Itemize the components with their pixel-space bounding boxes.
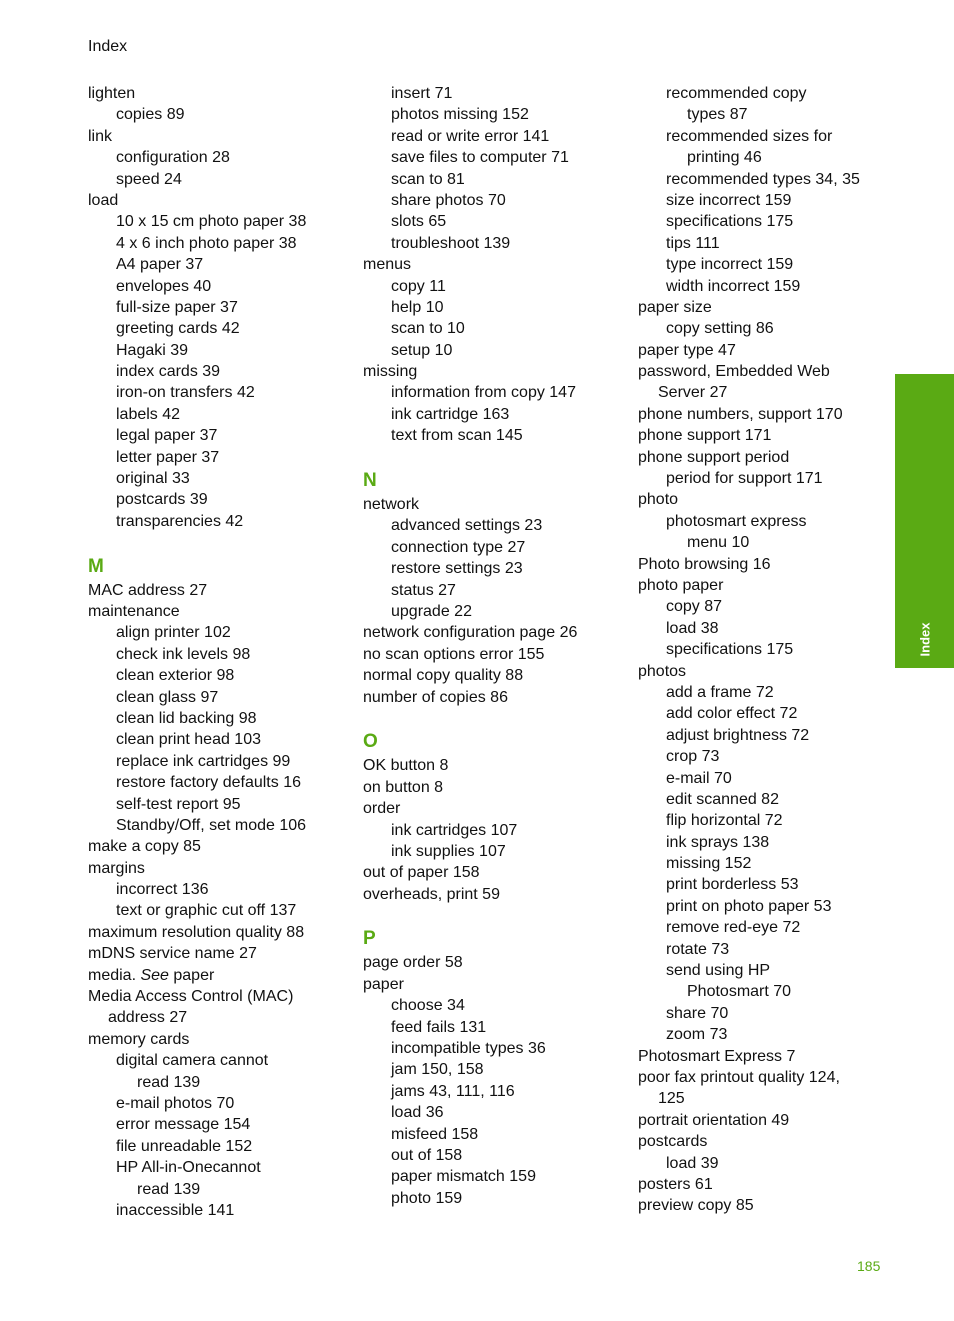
index-entry: paper type 47 xyxy=(638,341,736,359)
index-subentry: restore settings 23 xyxy=(391,560,523,578)
index-entry: missing xyxy=(363,363,418,381)
index-subentry: A4 paper 37 xyxy=(116,256,204,274)
index-subentry: ink sprays 138 xyxy=(666,833,770,851)
index-subentry: help 10 xyxy=(391,298,444,316)
index-subentry: adjust brightness 72 xyxy=(666,726,810,744)
index-subentry: greeting cards 42 xyxy=(116,320,240,338)
index-subentry: copy 87 xyxy=(666,598,723,616)
index-subentry: clean lid backing 98 xyxy=(116,709,257,727)
index-entry: number of copies 86 xyxy=(363,688,508,706)
index-subentry: add color effect 72 xyxy=(666,705,798,723)
index-subentry: read or write error 141 xyxy=(391,127,550,145)
index-entry: photo xyxy=(638,491,679,509)
index-entry: Photosmart Express 7 xyxy=(638,1047,796,1065)
index-entry: phone numbers, support 170 xyxy=(638,405,843,423)
index-subentry: flip horizontal 72 xyxy=(666,812,783,830)
index-subentry: incorrect 136 xyxy=(116,881,209,899)
index-subentry: read 139 xyxy=(137,1180,201,1198)
index-subentry: send using HP xyxy=(666,962,771,980)
index-subentry: check ink levels 98 xyxy=(116,645,251,663)
index-subentry: zoom 73 xyxy=(666,1026,728,1044)
index-subentry: 4 x 6 inch photo paper 38 xyxy=(116,234,297,252)
index-entry: memory cards xyxy=(88,1030,190,1048)
index-subentry: Server 27 xyxy=(658,384,728,402)
index-subentry: original 33 xyxy=(116,470,190,488)
index-subentry: print borderless 53 xyxy=(666,876,799,894)
index-subentry: 125 xyxy=(658,1090,685,1108)
index-subentry: speed 24 xyxy=(116,170,182,188)
index-subentry: incompatible types 36 xyxy=(391,1040,546,1058)
index-subentry: feed fails 131 xyxy=(391,1018,487,1036)
index-entry: photo paper xyxy=(638,576,724,594)
index-entry: load xyxy=(88,191,119,209)
section-side-tab xyxy=(895,374,954,668)
index-subentry: full-size paper 37 xyxy=(116,298,238,316)
index-subentry: load 39 xyxy=(666,1154,719,1172)
index-subentry: digital camera cannot xyxy=(116,1052,269,1070)
index-subentry: scan to 10 xyxy=(391,320,465,338)
index-subentry: postcards 39 xyxy=(116,491,208,509)
index-entry: out of paper 158 xyxy=(363,864,480,882)
index-subentry: 10 x 15 cm photo paper 38 xyxy=(116,213,307,231)
index-column-3 xyxy=(638,83,860,1217)
index-entry: paper xyxy=(363,975,404,993)
index-subentry: choose 34 xyxy=(391,997,465,1015)
index-entry: on button 8 xyxy=(363,778,444,796)
index-entry: maximum resolution quality 88 xyxy=(88,923,305,941)
index-subentry: e-mail 70 xyxy=(666,769,732,787)
index-subentry: clean exterior 98 xyxy=(116,667,235,685)
index-subentry: types 87 xyxy=(687,106,748,124)
index-subentry: width incorrect 159 xyxy=(666,277,801,295)
index-entry: poor fax printout quality 124, xyxy=(638,1068,840,1086)
index-subentry: scan to 81 xyxy=(391,170,465,188)
index-entry: mDNS service name 27 xyxy=(88,945,257,963)
index-subentry: photo 159 xyxy=(391,1189,463,1207)
index-entry-term: media. xyxy=(88,966,141,984)
index-entry: margins xyxy=(88,859,145,877)
index-subentry: jam 150, 158 xyxy=(391,1061,484,1079)
index-subentry: replace ink cartridges 99 xyxy=(116,752,291,770)
section-letter-heading: M xyxy=(88,555,104,577)
index-entry: Media Access Control (MAC) xyxy=(88,988,294,1006)
index-subentry: jams 43, 111, 116 xyxy=(391,1082,515,1100)
index-subentry: align printer 102 xyxy=(116,624,231,642)
index-entry xyxy=(88,965,306,986)
index-entry: overheads, print 59 xyxy=(363,885,500,903)
index-subentry: specifications 175 xyxy=(666,213,794,231)
index-subentry: information from copy 147 xyxy=(391,384,576,402)
index-subentry: inaccessible 141 xyxy=(116,1201,235,1219)
index-subentry: clean print head 103 xyxy=(116,731,261,749)
index-subentry: recommended types 34, 35 xyxy=(666,170,860,188)
index-subentry: printing 46 xyxy=(687,149,762,167)
index-subentry: file unreadable 152 xyxy=(116,1137,253,1155)
index-subentry: photos missing 152 xyxy=(391,106,529,124)
index-subentry: ink supplies 107 xyxy=(391,842,506,860)
index-subentry: advanced settings 23 xyxy=(391,517,543,535)
index-entry: maintenance xyxy=(88,602,180,620)
running-header: Index xyxy=(88,38,128,55)
index-subentry: period for support 171 xyxy=(666,470,823,488)
index-entry: phone support period xyxy=(638,448,790,466)
index-entry: network configuration page 26 xyxy=(363,624,578,642)
index-subentry: transparencies 42 xyxy=(116,512,244,530)
index-entry: OK button 8 xyxy=(363,757,449,775)
index-entry: Photo browsing 16 xyxy=(638,555,771,573)
index-subentry: setup 10 xyxy=(391,341,453,359)
section-gap xyxy=(363,708,577,729)
index-entry: link xyxy=(88,127,113,145)
index-subentry: share photos 70 xyxy=(391,191,506,209)
index-subentry: clean glass 97 xyxy=(116,688,219,706)
index-subentry: error message 154 xyxy=(116,1116,251,1134)
index-entry: menus xyxy=(363,256,412,274)
index-subentry: misfeed 158 xyxy=(391,1125,479,1143)
index-subentry: Hagaki 39 xyxy=(116,341,189,359)
index-subentry: remove red-eye 72 xyxy=(666,919,801,937)
index-subentry: iron-on transfers 42 xyxy=(116,384,255,402)
index-subentry: e-mail photos 70 xyxy=(116,1094,235,1112)
index-subentry: type incorrect 159 xyxy=(666,256,794,274)
index-subentry: ink cartridges 107 xyxy=(391,821,518,839)
index-subentry: Standby/Off, set mode 106 xyxy=(116,816,307,834)
index-subentry: recommended sizes for xyxy=(666,127,833,145)
index-entry: posters 61 xyxy=(638,1175,713,1193)
index-entry: photos xyxy=(638,662,687,680)
index-subentry: copies 89 xyxy=(116,106,185,124)
section-gap xyxy=(363,905,577,926)
index-subentry: legal paper 37 xyxy=(116,427,218,445)
index-entry: no scan options error 155 xyxy=(363,645,545,663)
index-subentry: text from scan 145 xyxy=(391,427,523,445)
index-subentry: load 38 xyxy=(666,619,719,637)
see-reference: See xyxy=(140,966,169,984)
index-entry: MAC address 27 xyxy=(88,581,208,599)
index-subentry: address 27 xyxy=(108,1009,188,1027)
index-subentry: load 36 xyxy=(391,1104,444,1122)
index-subentry: size incorrect 159 xyxy=(666,191,792,209)
index-subentry: slots 65 xyxy=(391,213,447,231)
index-entry: postcards xyxy=(638,1133,708,1151)
index-subentry: insert 71 xyxy=(391,85,453,102)
index-subentry: ink cartridge 163 xyxy=(391,405,510,423)
index-entry: lighten xyxy=(88,85,136,102)
index-subentry: crop 73 xyxy=(666,748,720,766)
index-subentry: copy 11 xyxy=(391,277,446,295)
index-subentry: missing 152 xyxy=(666,855,752,873)
side-tab-label: Index xyxy=(917,622,932,656)
index-subentry: connection type 27 xyxy=(391,538,526,556)
index-subentry: letter paper 37 xyxy=(116,448,220,466)
index-subentry: recommended copy xyxy=(666,85,807,102)
index-entry: order xyxy=(363,800,401,818)
index-subentry: photosmart express xyxy=(666,512,807,530)
index-subentry: share 70 xyxy=(666,1004,729,1022)
index-entry: password, Embedded Web xyxy=(638,363,830,381)
index-subentry: edit scanned 82 xyxy=(666,790,779,808)
index-subentry: read 139 xyxy=(137,1073,201,1091)
index-entry: paper size xyxy=(638,298,712,316)
index-subentry: save files to computer 71 xyxy=(391,149,569,167)
index-subentry: tips 111 xyxy=(666,234,720,252)
index-subentry: envelopes 40 xyxy=(116,277,212,295)
index-subentry: index cards 39 xyxy=(116,363,221,381)
page-number: 185 xyxy=(857,1258,881,1274)
index-subentry: out of 158 xyxy=(391,1146,463,1164)
index-subentry: status 27 xyxy=(391,581,456,599)
index-subentry: paper mismatch 159 xyxy=(391,1168,536,1186)
index-subentry: specifications 175 xyxy=(666,641,794,659)
section-letter-heading: N xyxy=(363,470,377,492)
index-subentry: self-test report 95 xyxy=(116,795,241,813)
index-subentry: labels 42 xyxy=(116,405,181,423)
section-letter-heading: P xyxy=(363,928,376,950)
index-subentry: rotate 73 xyxy=(666,940,730,958)
section-gap xyxy=(363,447,577,468)
index-subentry: troubleshoot 139 xyxy=(391,234,511,252)
index-subentry: add a frame 72 xyxy=(666,683,774,701)
index-subentry: upgrade 22 xyxy=(391,602,472,620)
index-entry: page order 58 xyxy=(363,954,463,972)
index-entry: make a copy 85 xyxy=(88,838,201,856)
section-letter-heading: O xyxy=(363,731,378,753)
index-entry: normal copy quality 88 xyxy=(363,667,524,685)
index-column-1 xyxy=(88,83,306,1221)
index-entry: preview copy 85 xyxy=(638,1197,754,1215)
index-subentry: restore factory defaults 16 xyxy=(116,774,301,792)
index-subentry: print on photo paper 53 xyxy=(666,897,832,915)
index-entry: network xyxy=(363,496,420,514)
index-subentry: HP All-in-Onecannot xyxy=(116,1159,261,1177)
index-subentry: configuration 28 xyxy=(116,149,230,167)
index-subentry: text or graphic cut off 137 xyxy=(116,902,297,920)
index-subentry: Photosmart 70 xyxy=(687,983,792,1001)
section-gap xyxy=(88,532,306,553)
index-entry: phone support 171 xyxy=(638,427,772,445)
index-column-2 xyxy=(363,83,577,1209)
index-subentry: menu 10 xyxy=(687,534,750,552)
index-subentry: copy setting 86 xyxy=(666,320,774,338)
index-entry-target: paper xyxy=(168,966,215,984)
index-entry: portrait orientation 49 xyxy=(638,1111,790,1129)
